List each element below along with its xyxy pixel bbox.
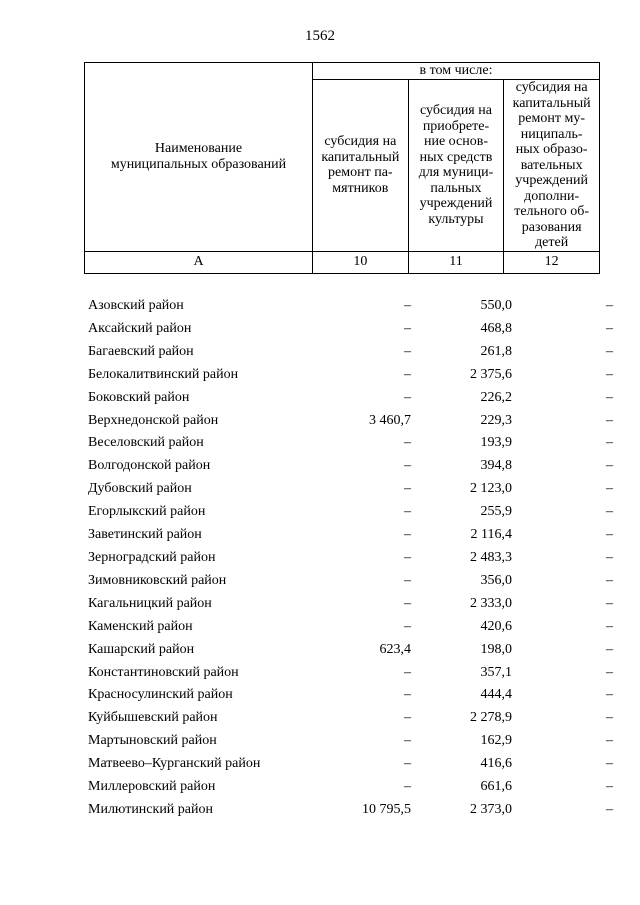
- row-col-11-cell: 356,0: [480, 572, 512, 588]
- table-row: [84, 318, 618, 341]
- index-cell-10: 10: [313, 251, 409, 273]
- row-col-12-cell: –: [606, 549, 613, 565]
- table-row: [84, 455, 618, 478]
- table-row: [84, 662, 618, 685]
- index-cell-11: 11: [408, 251, 504, 273]
- row-col-10-cell: –: [404, 687, 411, 703]
- row-name-cell: Боковский район: [88, 389, 190, 405]
- row-col-11-cell: 416,6: [480, 756, 512, 772]
- row-col-12-cell: –: [606, 412, 613, 428]
- table-row: [84, 547, 618, 570]
- data-table: [84, 295, 618, 822]
- header-col-10-label: субсидия на капитальный ремонт па- мятников: [321, 134, 400, 196]
- row-col-11-cell: 255,9: [480, 504, 512, 520]
- row-name-cell: Куйбышевский район: [88, 710, 218, 726]
- table-row: [84, 387, 618, 410]
- table-row: [84, 295, 618, 318]
- row-name-cell: Каменский район: [88, 618, 193, 634]
- row-col-11-cell: 444,4: [480, 687, 512, 703]
- table-row: [84, 478, 618, 501]
- row-col-11-cell: 226,2: [480, 389, 512, 405]
- row-col-12-cell: –: [606, 641, 613, 657]
- table-row: [84, 501, 618, 524]
- row-col-11-cell: 468,8: [480, 320, 512, 336]
- row-col-12-cell: –: [606, 733, 613, 749]
- row-col-12-cell: –: [606, 664, 613, 680]
- row-col-10-cell: –: [404, 710, 411, 726]
- row-col-11-cell: 193,9: [480, 435, 512, 451]
- row-name-cell: Константиновский район: [88, 664, 239, 680]
- row-col-10-cell: –: [404, 595, 411, 611]
- row-col-10-cell: –: [404, 481, 411, 497]
- row-col-10-cell: –: [404, 389, 411, 405]
- row-col-10-cell: –: [404, 779, 411, 795]
- row-col-12-cell: –: [606, 527, 613, 543]
- row-col-10-cell: –: [404, 320, 411, 336]
- row-col-10-cell: –: [404, 343, 411, 359]
- row-col-12-cell: –: [606, 687, 613, 703]
- row-col-12-cell: –: [606, 618, 613, 634]
- row-name-cell: Белокалитвинский район: [88, 366, 239, 382]
- row-col-12-cell: –: [606, 595, 613, 611]
- row-col-10-cell: 3 460,7: [369, 412, 411, 428]
- row-name-cell: Волгодонской район: [88, 458, 211, 474]
- header-group-label: в том числе:: [313, 63, 600, 80]
- table-row: [84, 593, 618, 616]
- row-col-12-cell: –: [606, 710, 613, 726]
- row-col-10-cell: –: [404, 504, 411, 520]
- row-col-12-cell: –: [606, 298, 613, 313]
- table-row: [84, 707, 618, 730]
- row-col-12-cell: –: [606, 504, 613, 520]
- row-col-12-cell: –: [606, 779, 613, 795]
- row-col-10-cell: 10 795,5: [362, 801, 411, 817]
- row-name-cell: Кагальницкий район: [88, 595, 212, 611]
- row-col-12-cell: –: [606, 572, 613, 588]
- row-col-10-cell: –: [404, 298, 411, 313]
- row-name-cell: Мартыновский район: [88, 733, 217, 749]
- row-col-12-cell: –: [606, 435, 613, 451]
- row-col-11-cell: 357,1: [480, 664, 512, 680]
- row-col-11-cell: 2 278,9: [470, 710, 512, 726]
- row-col-10-cell: 623,4: [379, 641, 411, 657]
- table-row: [84, 432, 618, 455]
- index-cell-12: 12: [504, 251, 600, 273]
- row-name-cell: Веселовский район: [88, 435, 204, 451]
- row-col-11-cell: 420,6: [480, 618, 512, 634]
- row-col-11-cell: 2 375,6: [470, 366, 512, 382]
- table-header: [84, 62, 600, 274]
- row-name-cell: Зерноградский район: [88, 549, 216, 565]
- row-col-11-cell: 2 373,0: [470, 801, 512, 817]
- row-col-10-cell: –: [404, 733, 411, 749]
- row-col-12-cell: –: [606, 458, 613, 474]
- header-col-10: [313, 80, 409, 252]
- row-name-cell: Матвеево–Курганский район: [88, 756, 261, 772]
- header-col-12-label: субсидия на капитальный ремонт му- ниципаль- ных образо- вательных учреждений дополни- тельного об- разования детей: [512, 80, 591, 250]
- table-row: [84, 524, 618, 547]
- table-row: [84, 616, 618, 639]
- row-col-10-cell: –: [404, 549, 411, 565]
- row-col-12-cell: –: [606, 756, 613, 772]
- row-col-12-cell: –: [606, 343, 613, 359]
- row-col-12-cell: –: [606, 801, 613, 817]
- row-col-10-cell: –: [404, 366, 411, 382]
- table-row: [84, 570, 618, 593]
- row-col-12-cell: –: [606, 481, 613, 497]
- row-col-11-cell: 550,0: [480, 298, 512, 313]
- row-name-cell: Аксайский район: [88, 320, 192, 336]
- row-col-12-cell: –: [606, 389, 613, 405]
- row-name-cell: Кашарский район: [88, 641, 195, 657]
- table-row: [84, 410, 618, 433]
- header-name-label: Наименование муниципальных образований: [110, 141, 287, 172]
- row-col-11-cell: 394,8: [480, 458, 512, 474]
- row-col-11-cell: 198,0: [480, 641, 512, 657]
- data-table-body: [84, 295, 618, 822]
- table-row: [84, 364, 618, 387]
- row-name-cell: Заветинский район: [88, 527, 202, 543]
- row-col-11-cell: 229,3: [480, 412, 512, 428]
- row-col-11-cell: 2 483,3: [470, 549, 512, 565]
- row-col-11-cell: 162,9: [480, 733, 512, 749]
- header-col-11: [408, 80, 504, 252]
- row-name-cell: Миллеровский район: [88, 779, 216, 795]
- row-col-11-cell: 2 116,4: [470, 527, 512, 543]
- row-col-11-cell: 261,8: [480, 343, 512, 359]
- row-col-10-cell: –: [404, 756, 411, 772]
- header-col-12: [504, 80, 600, 252]
- header-col-11-label: субсидия на приобрете- ние основ- ных средств для муници- пальных учреждений культуры: [418, 103, 494, 227]
- row-col-12-cell: –: [606, 320, 613, 336]
- row-name-cell: Багаевский район: [88, 343, 194, 359]
- table-row: [84, 684, 618, 707]
- row-name-cell: Милютинский район: [88, 801, 214, 817]
- row-col-11-cell: 661,6: [480, 779, 512, 795]
- row-name-cell: Красносулинский район: [88, 687, 233, 703]
- table-row: [84, 639, 618, 662]
- table-row: [84, 341, 618, 364]
- row-name-cell: Верхнедонской район: [88, 412, 219, 428]
- row-col-10-cell: –: [404, 435, 411, 451]
- table-row: [84, 776, 618, 799]
- row-col-11-cell: 2 333,0: [470, 595, 512, 611]
- row-col-10-cell: –: [404, 664, 411, 680]
- table-row: [84, 753, 618, 776]
- row-col-11-cell: 2 123,0: [470, 481, 512, 497]
- row-col-10-cell: –: [404, 458, 411, 474]
- row-name-cell: Зимовниковский район: [88, 572, 227, 588]
- row-name-cell: Егорлыкский район: [88, 504, 206, 520]
- header-name-column: [85, 63, 313, 252]
- table-row: [84, 730, 618, 753]
- row-col-10-cell: –: [404, 618, 411, 634]
- page-number: 1562: [305, 28, 335, 44]
- table-row: [84, 799, 618, 822]
- row-name-cell: Азовский район: [88, 298, 184, 313]
- row-col-10-cell: –: [404, 572, 411, 588]
- index-cell-a: А: [85, 251, 313, 273]
- row-name-cell: Дубовский район: [88, 481, 192, 497]
- row-col-10-cell: –: [404, 527, 411, 543]
- row-col-12-cell: –: [606, 366, 613, 382]
